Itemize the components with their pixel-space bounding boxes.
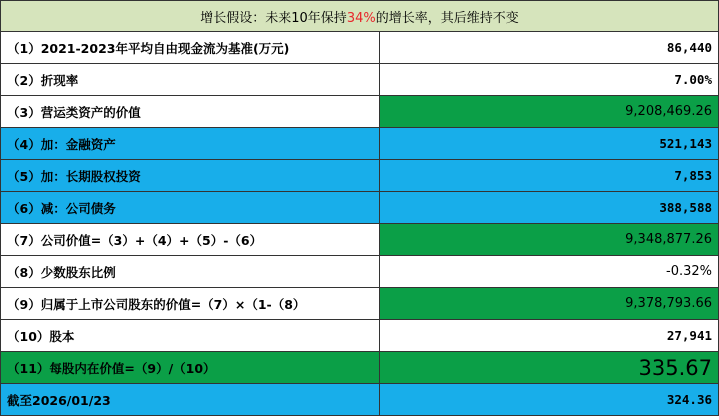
table-row	[1, 160, 719, 192]
table-row	[1, 64, 719, 96]
row-value-financial-assets[interactable]: 521,143	[380, 128, 719, 160]
row-value-current-price[interactable]: 324.36	[380, 384, 719, 416]
table-row	[1, 320, 719, 352]
table-row	[1, 288, 719, 320]
growth-rate-highlight: 34%	[346, 10, 376, 26]
row-label-share-capital[interactable]: （10）股本	[1, 320, 380, 352]
table-row	[1, 384, 719, 416]
row-value-share-capital[interactable]: 27,941	[380, 320, 719, 352]
table-row	[1, 32, 719, 64]
row-value-base-fcf[interactable]: 86,440	[380, 32, 719, 64]
row-label-as-of-date[interactable]: 截至2026/01/23	[1, 384, 380, 416]
row-label-operating-assets[interactable]: （3）营运类资产的价值	[1, 96, 380, 128]
row-value-discount-rate[interactable]: 7.00%	[380, 64, 719, 96]
row-label-base-fcf[interactable]: （1）2021-2023年平均自由现金流为基准(万元)	[1, 32, 380, 64]
row-value-attributable-value[interactable]: 9,378,793.66	[380, 288, 719, 320]
header-suffix: 的增长率，其后维持不变	[375, 10, 519, 26]
row-label-minority-ratio[interactable]: （8）少数股东比例	[1, 256, 380, 288]
row-value-minority-ratio[interactable]: -0.32%	[380, 256, 719, 288]
growth-assumption-cell[interactable]	[1, 1, 719, 32]
row-value-intrinsic-value-per-share[interactable]: 335.67	[380, 352, 719, 384]
row-label-company-debt[interactable]: （6）减：公司债务	[1, 192, 380, 224]
row-label-long-term-equity[interactable]: （5）加：长期股权投资	[1, 160, 380, 192]
table-row	[1, 192, 719, 224]
row-value-company-debt[interactable]: 388,588	[380, 192, 719, 224]
row-label-intrinsic-value-per-share[interactable]: （11）每股内在价值=（9）/（10）	[1, 352, 380, 384]
table-row	[1, 256, 719, 288]
table-row	[1, 352, 719, 384]
row-value-company-value[interactable]: 9,348,877.26	[380, 224, 719, 256]
table-row	[1, 224, 719, 256]
row-value-long-term-equity[interactable]: 7,853	[380, 160, 719, 192]
row-label-company-value[interactable]: （7）公司价值=（3）+（4）+（5）-（6）	[1, 224, 380, 256]
table-row	[1, 128, 719, 160]
header-prefix: 增长假设：未来10年保持	[200, 10, 347, 26]
row-label-financial-assets[interactable]: （4）加：金融资产	[1, 128, 380, 160]
row-label-attributable-value[interactable]: （9）归属于上市公司股东的价值=（7）×（1-（8）	[1, 288, 380, 320]
row-label-discount-rate[interactable]: （2）折现率	[1, 64, 380, 96]
header-row	[1, 1, 719, 32]
row-value-operating-assets[interactable]: 9,208,469.26	[380, 96, 719, 128]
table-row	[1, 96, 719, 128]
